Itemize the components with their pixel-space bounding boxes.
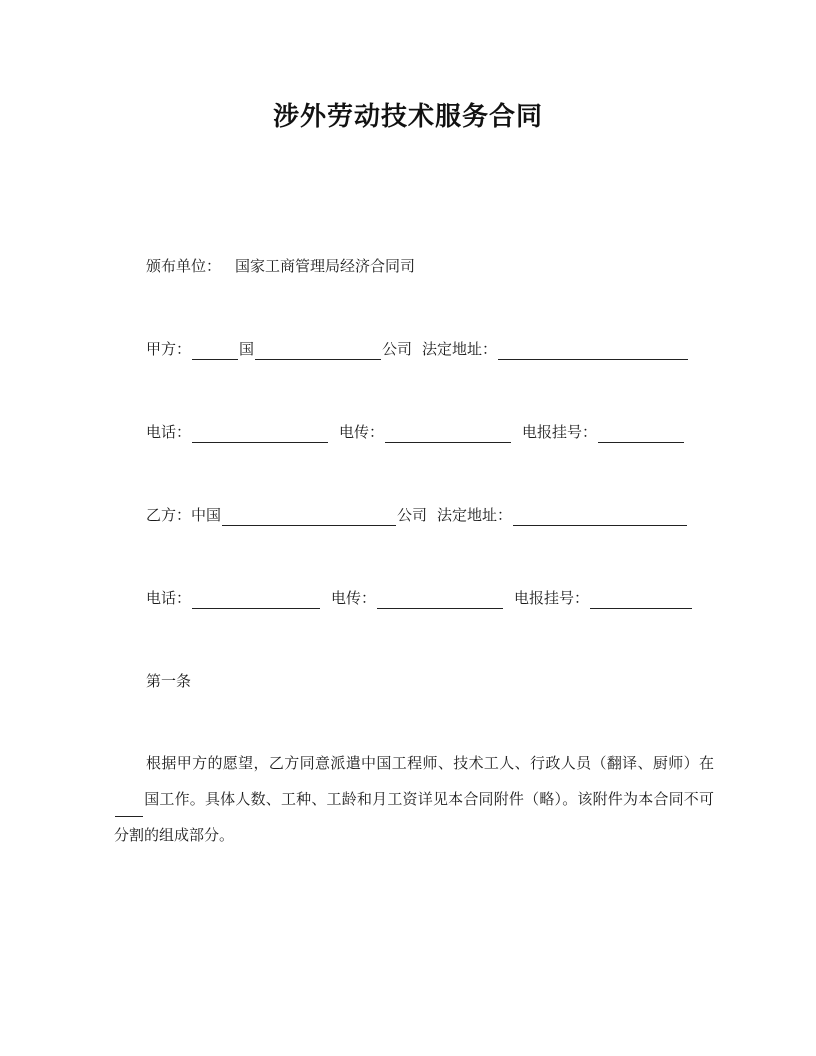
party-a-address-blank[interactable] <box>498 342 688 360</box>
party-a-contact-line <box>146 421 685 443</box>
article-1-paragraph <box>114 745 714 853</box>
article-1-text-part2: 国工作。具体人数、工种、工龄和月工资详见本合同附件（略）。该附件为本合同不可分割的组成部分。 <box>114 790 714 844</box>
party-a-country-suffix: 国 <box>239 340 255 358</box>
party-a-fax-label: 电传： <box>339 423 385 441</box>
party-a-company-suffix: 公司 <box>382 340 413 358</box>
document-title: 涉外劳动技术服务合同 <box>272 102 543 132</box>
party-b-phone-label: 电话： <box>146 589 192 607</box>
party-a-telex-blank[interactable] <box>598 425 684 443</box>
party-b-address-label: 法定地址： <box>437 506 513 524</box>
party-b-telex-label: 电报挂号： <box>514 589 590 607</box>
party-b-company-suffix: 公司 <box>397 506 428 524</box>
party-b-fax-label: 电传： <box>331 589 377 607</box>
article-1-text-part1: 根据甲方的愿望，乙方同意派遣中国工程师、技术工人、行政人员（翻译、厨师）在 <box>146 754 714 772</box>
party-b-telex-blank[interactable] <box>590 591 692 609</box>
article-1-heading: 第一条 <box>146 672 192 690</box>
party-b-company-blank[interactable] <box>222 508 396 526</box>
party-b-fax-blank[interactable] <box>377 591 503 609</box>
party-b-contact-line <box>146 587 693 609</box>
party-a-country-blank[interactable] <box>192 342 238 360</box>
party-a-phone-label: 电话： <box>146 423 192 441</box>
party-a-fax-blank[interactable] <box>385 425 511 443</box>
issuer-value: 国家工商管理局经济合同司 <box>235 257 416 275</box>
party-a-line <box>146 338 689 360</box>
party-b-address-blank[interactable] <box>513 508 687 526</box>
party-a-telex-label: 电报挂号： <box>522 423 598 441</box>
party-a-label: 甲方： <box>146 340 192 358</box>
party-a-address-label: 法定地址： <box>422 340 498 358</box>
article-1-country-blank[interactable] <box>115 799 143 817</box>
party-a-phone-blank[interactable] <box>192 425 328 443</box>
party-b-line <box>146 504 688 526</box>
issuer-line <box>146 255 415 277</box>
party-b-phone-blank[interactable] <box>192 591 320 609</box>
party-a-company-blank[interactable] <box>255 342 381 360</box>
issuer-label: 颁布单位： <box>146 257 222 275</box>
party-b-label: 乙方：中国 <box>146 506 222 524</box>
